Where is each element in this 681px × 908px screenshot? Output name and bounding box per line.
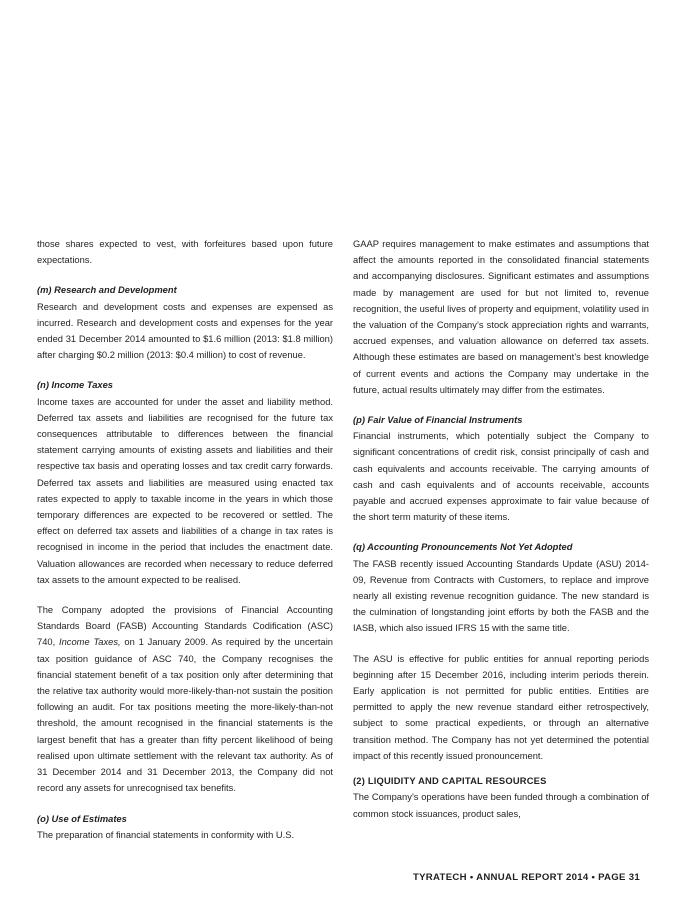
section-2-heading: (2) LIQUIDITY AND CAPITAL RESOURCES [353,776,547,787]
section-n-body-2-italic: Income Taxes, [59,637,121,648]
section-2-body: The Company’s operations have been funded through a combination of common stock issuances, product sales, [353,792,649,819]
section-n-body: Income taxes are accounted for under the asset and liability method. Deferred tax assets and liabilities are recognised for the future tax consequences attributable to differences between the financial statement carrying amounts of existing assets and liabilities and their respective tax basis and operating losses and tax credit carry forwards. Deferred tax assets and liabilities are measured using enacted tax rates expected to apply to taxable income in the years in which those temporary differences are expected to be recovered or settled. The effect on deferred tax assets and liabilities of a change in tax rates is recognised in income in the period that includes the enactment date. Valuation allowances are recorded when necessary to reduce deferred tax assets to the amount expected to be realised. [37,396,333,585]
section-n-heading: (n) Income Taxes [37,380,113,391]
left-column [37,236,333,843]
section-o-heading: (o) Use of Estimates [37,813,127,824]
section-m-body: Research and development costs and expenses are expensed as incurred. Research and development costs and expenses for the year ended 31 December 2014 amounted to $1.6 million (2013: $1.8 million) after charging $0.2 million (2013: $0.4 million) to cost of revenue. [37,301,333,361]
right-column [353,236,649,822]
page-footer: TYRATECH • ANNUAL REPORT 2014 • PAGE 31 [412,872,640,883]
section-o-body: The preparation of financial statements in conformity with U.S. [37,829,295,840]
section-q-body: The FASB recently issued Accounting Standards Update (ASU) 2014-09, Revenue from Contracts with Customers, to replace and improve nearly all existing revenue recognition guidance. The new standard is the culmination of longstanding joint efforts by both the FASB and the IASB, which also issued IFRS 15 with the same title. [353,558,649,634]
section-q-heading: (q) Accounting Pronouncements Not Yet Adopted [353,542,573,553]
section-m-heading: (m) Research and Development [37,285,177,296]
section-n-body-2-part2: on 1 January 2009. As required by the uncertain tax position guidance of ASC 740, the Company recognises the financial statement benefit of a tax position only after determining that the relative tax authority would more-likely-than-not sustain the position following an audit. For tax positions meeting the more-likely-than-not threshold, the amount recognised in the financial statements is the largest benefit that has a greater than fifty percent likelihood of being realised upon ultimate settlement with the relevant tax authority. As of 31 December 2014 and 31 December 2013, the Company did not record any assets for unrecognised tax benefits. [37,637,333,794]
section-n-body-2-part1: The Company adopted the provisions of Financial Accounting Standards Board (FASB) Accounting Standards Codification (ASC) 740, [37,605,333,648]
section-p-body: Financial instruments, which potentially subject the Company to significant concentrations of credit risk, consist principally of cash and cash equivalents and accounts receivable. The carrying amounts of cash and cash equivalents and of accounts receivable, accounts payable and accrued expenses approximate to fair value because of the short term maturity of these items. [353,431,649,523]
section-n-body-2 [37,602,333,796]
intro-paragraph: those shares expected to vest, with forfeitures based upon future expectations. [37,239,333,266]
section-o-continued: GAAP requires management to make estimates and assumptions that affect the amounts reported in the consolidated financial statements and accompanying disclosures. Significant estimates and assumptions made by management are used for but not limited to, revenue recognition, the useful lives of property and equipment, volatility used in the valuation of the Company’s stock appreciation rights and warrants, accrued expenses, and valuation allowance on deferred tax assets. Although these estimates are based on management’s best knowledge of current events and actions the Company may undertake in the future, actual results ultimately may differ from the estimates. [353,239,649,395]
section-q-body-2: The ASU is effective for public entities for annual reporting periods beginning after 15 December 2016, including interim periods therein. Early application is not permitted for public entities. Entities are permitted to apply the new revenue standard either retrospectively, subject to some practical expedients, or through an alternative transition method. The Company has not yet determined the potential impact of this recently issued pronouncement. [353,653,649,761]
section-p-heading: (p) Fair Value of Financial Instruments [353,415,523,426]
